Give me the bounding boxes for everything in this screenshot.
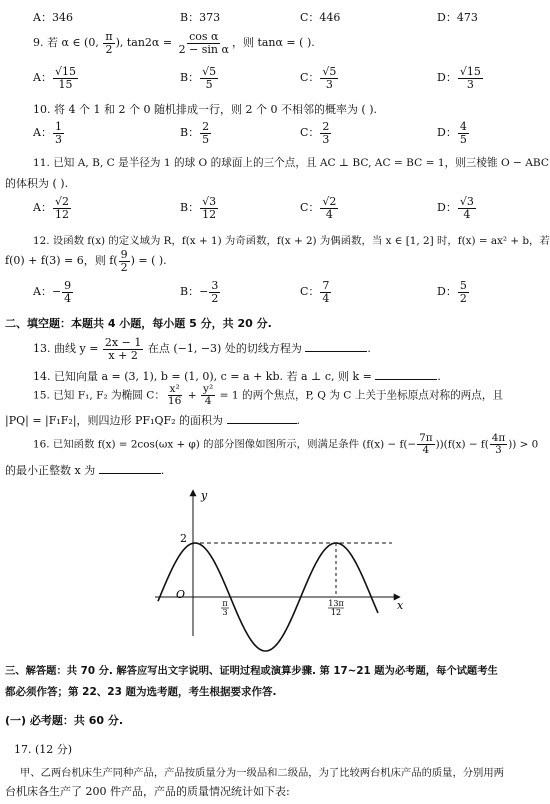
q8-option-b: B：373 — [180, 11, 221, 24]
q10-option-a-letter: A： — [33, 126, 52, 140]
q13-answer-blank[interactable] — [305, 341, 367, 352]
q12-option-d-letter: D： — [437, 285, 457, 299]
q10-option-b-frac — [200, 121, 211, 145]
q9-option-b — [180, 66, 219, 90]
q12-option-d-num: 5 — [459, 279, 467, 292]
q15-plus: + — [184, 389, 201, 402]
q16-d2: 3 — [495, 443, 502, 456]
q15-line2-text: |PQ| = |F₁F₂|，则四边形 PF₁QF₂ 的面积为 — [5, 414, 224, 427]
q10-stem: 10. 将 4 个 1 和 2 个 0 随机排成一行，则 2 个 0 不相邻的概率为 ( ). — [33, 103, 378, 116]
q9-expr-den: 2 − sin α — [178, 42, 229, 56]
q10-option-a-num: 1 — [54, 120, 62, 133]
q10-option-b-den: 5 — [202, 132, 210, 146]
q12-option-b-letter: B： — [180, 285, 200, 299]
q16-stem-line1 — [33, 433, 538, 456]
q9-interval-den: 2 — [105, 42, 113, 56]
q10-option-a-frac — [53, 121, 64, 145]
q15-d2: 4 — [204, 395, 212, 408]
q12-option-c-den: 4 — [322, 291, 330, 305]
q11-stem-line2: 的体积为 ( ). — [5, 177, 69, 190]
q11-option-a-frac — [53, 196, 71, 220]
q12-option-a-num: 9 — [64, 279, 72, 292]
q15-d1: 16 — [167, 395, 182, 408]
q11-option-a-den: 12 — [54, 207, 69, 221]
section2-title: 二、填空题：本题共 4 小题，每小题 5 分，共 20 分. — [5, 317, 272, 330]
q13-pre: 13. 曲线 y = — [33, 342, 102, 356]
q9-option-c-letter: C： — [300, 71, 320, 85]
q10-option-c-letter: C： — [300, 126, 320, 140]
q9-option-a-den: 15 — [58, 77, 73, 91]
x-tick1-den: 3 — [222, 608, 228, 617]
q10-option-b — [180, 121, 212, 145]
q9-stem — [33, 31, 315, 55]
q12-option-b-num: 3 — [211, 279, 219, 292]
q9-option-d-frac — [458, 66, 483, 90]
q8-option-c: C：446 — [300, 11, 341, 24]
q10-option-a — [33, 121, 65, 145]
q10-option-c — [300, 121, 332, 145]
q9-stem-pre: 9. 若 α ∈ (0, — [33, 36, 103, 50]
q9-option-d-den: 3 — [466, 77, 474, 91]
q9-option-b-num: √5 — [202, 65, 217, 78]
q9-option-b-den: 5 — [205, 77, 213, 91]
q16-n1: 7π — [419, 432, 433, 444]
q9-option-c-frac — [320, 66, 338, 90]
q9-expr-num: cos α — [189, 30, 219, 43]
q9-option-b-frac — [200, 66, 218, 90]
q11-option-b-num: √3 — [202, 195, 217, 208]
q10-option-d — [437, 121, 470, 145]
q15-stem-line2: |PQ| = |F₁F₂|，则四边形 PF₁QF₂ 的面积为 . — [5, 414, 301, 427]
q15-n2: y² — [203, 383, 214, 395]
q15-answer-blank[interactable] — [227, 413, 297, 424]
q9-option-c-den: 3 — [325, 77, 333, 91]
q16-n2: 4π — [491, 432, 506, 444]
q11-option-c-num: √2 — [322, 195, 337, 208]
q12-stem2-post: ) = ( ). — [130, 254, 167, 268]
q12-option-d-den: 2 — [459, 291, 467, 305]
q10-option-d-frac — [458, 121, 469, 145]
q13-frac — [103, 337, 143, 361]
q12-stem2-frac — [119, 249, 130, 273]
q12-option-b — [180, 280, 221, 304]
q11-option-c-letter: C： — [300, 201, 320, 215]
q13-post: 在点 (−1, −3) 处的切线方程为 — [144, 342, 302, 356]
q12-option-d — [437, 280, 470, 304]
q11-option-a-num: √2 — [54, 195, 69, 208]
q16-pre: 16. 已知函数 f(x) = 2cos(ωx + φ) 的部分图像如图所示，则满足条件 (f(x) − f(− — [33, 438, 417, 451]
q11-option-c-frac — [320, 196, 338, 220]
q16-stem-line2: 的最小正整数 x 为 . — [5, 464, 165, 477]
q12-stem2-pre: f(0) + f(3) = 6，则 f( — [5, 254, 118, 268]
q9-option-d — [437, 66, 484, 90]
q9-option-d-num: √15 — [459, 65, 481, 78]
q10-option-b-num: 2 — [202, 120, 210, 133]
q11-option-b-den: 12 — [202, 207, 217, 221]
q12-option-c-num: 7 — [322, 279, 330, 292]
q10-option-d-letter: D： — [437, 126, 457, 140]
q12-option-c-frac — [320, 280, 331, 304]
q8-option-d: D：473 — [437, 11, 478, 24]
q17-title: 17. (12 分) — [14, 743, 73, 756]
q11-option-a — [33, 196, 72, 220]
q9-option-a-frac — [53, 66, 78, 90]
q14-stem: 14. 已知向量 a = (3, 1), b = (1, 0), c = a + kb. 若 a ⊥ c, 则 k = . — [33, 370, 441, 383]
q11-option-b — [180, 196, 219, 220]
q15-n1: x² — [169, 383, 180, 395]
q12-option-a-letter: A： — [33, 285, 52, 299]
q17-line1: 甲、乙两台机床生产同种产品，产品按质量分为一级品和二级品，为了比较两台机床产品的质量，分别用两 — [20, 767, 504, 779]
q12-option-c-letter: C： — [300, 285, 320, 299]
q15-post: = 1 的两个焦点，P, Q 为 C 上关于坐标原点对称的两点，且 — [216, 389, 504, 402]
q11-option-c-den: 4 — [325, 207, 333, 221]
x-tick2-num: 13π — [328, 599, 344, 608]
q16-answer-blank[interactable] — [99, 463, 161, 474]
q12-option-d-frac — [458, 280, 469, 304]
q16-d1: 4 — [422, 443, 430, 456]
q13-num: 2x − 1 — [104, 336, 142, 349]
q12-stem-line2 — [5, 249, 167, 273]
q12-option-c — [300, 280, 332, 304]
q10-option-d-den: 5 — [459, 132, 467, 146]
q11-option-c — [300, 196, 339, 220]
q16-post: )) > 0 — [508, 438, 539, 451]
q14-text: 14. 已知向量 a = (3, 1), b = (1, 0), c = a + kb. 若 a ⊥ c, 则 k = — [33, 370, 372, 383]
q11-option-d — [437, 196, 477, 220]
q10-option-d-num: 4 — [459, 120, 467, 133]
q12-option-a-frac — [62, 280, 73, 304]
q16-line2-text: 的最小正整数 x 为 — [5, 464, 96, 477]
q9-option-c — [300, 66, 339, 90]
q11-option-d-den: 4 — [463, 207, 471, 221]
q10-option-b-letter: B： — [180, 126, 200, 140]
q10-option-c-num: 2 — [322, 120, 330, 133]
q15-stem-line1 — [33, 384, 503, 407]
q13-stem: 13. 曲线 y = $\frac{2x - 1}{x + 2}$ 在点 (−1, −3) 处的切线方程为 . — [33, 336, 371, 362]
q11-option-d-frac — [458, 196, 476, 220]
x-tick1-num: π — [222, 599, 228, 608]
q9-option-a — [33, 66, 79, 90]
y-tick-label: 2 — [180, 532, 187, 545]
q12-option-b-frac — [209, 280, 220, 304]
q11-option-a-letter: A： — [33, 201, 52, 215]
q9-option-a-letter: A： — [33, 71, 52, 85]
origin-label: O — [176, 588, 186, 601]
q16-mid: ))(f(x) − f( — [435, 438, 489, 451]
q16-frac2 — [490, 433, 507, 456]
q9-interval-fraction — [103, 31, 114, 55]
q15-frac1 — [166, 384, 183, 407]
q12-option-a-den: 4 — [64, 291, 72, 305]
q16-frac1 — [417, 433, 434, 456]
q12-option-a — [33, 280, 74, 304]
q12-stem2-num: 9 — [120, 248, 128, 261]
q11-stem-line1: 11. 已知 A, B, C 是半径为 1 的球 O 的球面上的三个点，且 AC ⊥ BC, AC = BC = 1，则三棱锥 O − ABC — [33, 157, 549, 169]
section3-line1: 三、解答题：共 70 分. 解答应写出文字说明、证明过程或演算步骤. 第 17~21 题为必考题，每个试题考生 — [5, 665, 498, 677]
q11-option-b-frac — [200, 196, 218, 220]
q12-stem-line1: 12. 设函数 f(x) 的定义域为 R，f(x + 1) 为奇函数，f(x + 2) 为偶函数，当 x ∈ [1, 2] 时，f(x) = ax² + b，若 — [33, 235, 550, 247]
q9-option-a-num: √15 — [54, 65, 76, 78]
q11-option-d-num: √3 — [459, 195, 474, 208]
q10-option-a-den: 3 — [54, 132, 62, 146]
q17-line2: 台机床各生产了 200 件产品，产品的质量情况统计如下表: — [5, 785, 290, 798]
q9-option-d-letter: D： — [437, 71, 457, 85]
q15-frac2 — [201, 384, 215, 407]
q9-expr-fraction — [177, 31, 231, 55]
cosine-curve — [158, 543, 378, 651]
q12-stem2-den: 2 — [120, 260, 128, 274]
q9-interval-num: π — [105, 30, 113, 43]
q9-stem-post: ，则 tanα = ( ). — [231, 36, 315, 50]
q15-pre: 15. 已知 F₁, F₂ 为椭圆 C： — [33, 389, 165, 402]
q12-option-b-sign: − — [199, 285, 209, 299]
q10-option-c-den: 3 — [322, 132, 330, 146]
q11-option-d-letter: D： — [437, 201, 457, 215]
q9-option-b-letter: B： — [180, 71, 200, 85]
x-axis-label: x — [397, 599, 404, 612]
section3-line2: 都必须作答；第 22、23 题为选考题，考生根据要求作答. — [5, 686, 277, 698]
q12-option-a-sign: − — [51, 285, 62, 299]
q11-option-b-letter: B： — [180, 201, 200, 215]
required-section-title: (一) 必考题：共 60 分. — [5, 714, 124, 727]
q8-option-a: A：346 — [33, 11, 73, 24]
q9-stem-mid: ), tan2α = — [115, 36, 176, 50]
q9-option-c-num: √5 — [322, 65, 337, 78]
y-axis-label: y — [201, 489, 208, 502]
x-tick2-den: 12 — [330, 608, 342, 617]
q13-den: x + 2 — [108, 348, 138, 362]
q10-option-c-frac — [320, 121, 331, 145]
q12-option-b-den: 2 — [211, 291, 219, 305]
q14-answer-blank[interactable] — [375, 369, 437, 380]
